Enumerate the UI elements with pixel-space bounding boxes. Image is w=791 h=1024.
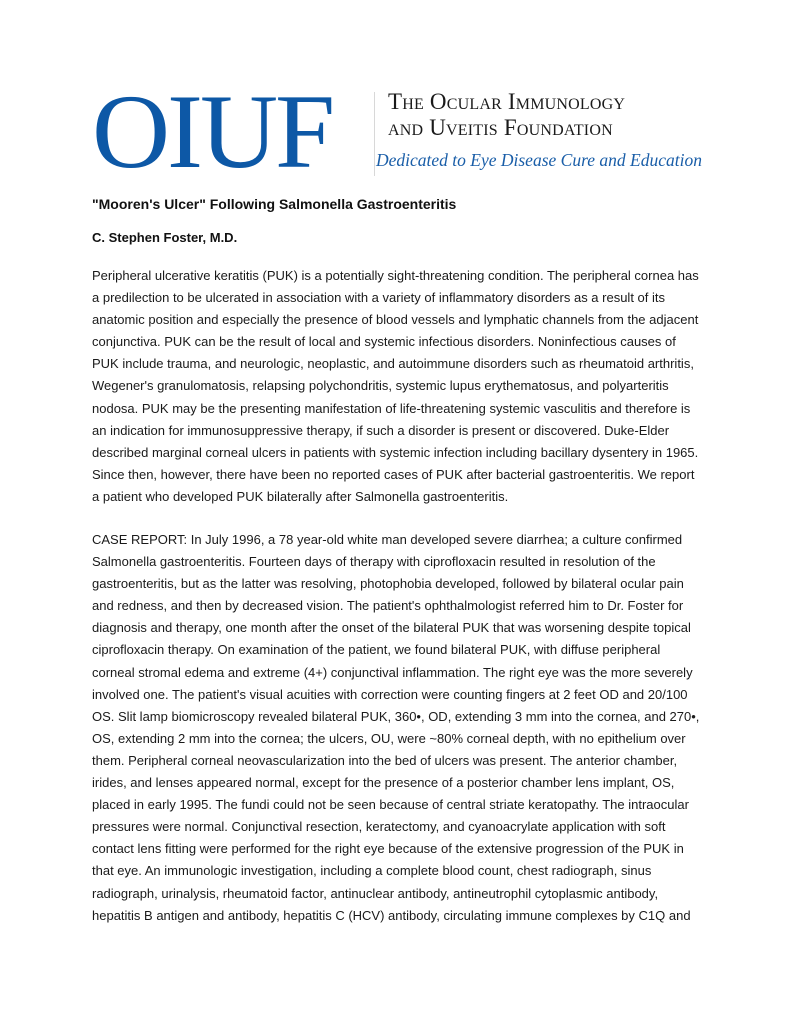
text-line: involved one. The patient's visual acuities with correction were counting fingers at 2 feet OD and 20/100 (92, 686, 688, 702)
text-line: ciprofloxacin therapy. On examination of the patient, we found bilateral PUK, with diffuse peripheral (92, 642, 661, 658)
text-line: a patient who developed PUK bilaterally after Salmonella gastroenteritis. (92, 488, 509, 504)
text-line: placed in early 1995. The fundi could not be seen because of central striate keratopathy. The intraocular (92, 797, 689, 813)
text-line: Peripheral ulcerative keratitis (PUK) is a potentially sight-threatening condition. The peripheral cornea has (92, 268, 699, 283)
text-line: hepatitis B antigen and antibody, hepatitis C (HCV) antibody, circulating immune complexes by C1Q and (92, 907, 691, 923)
text-line: contact lens fitting were performed for the right eye because of the extensive progression of the PUK in (92, 841, 684, 857)
document-author: C. Stephen Foster, M.D. (92, 230, 238, 245)
text-line: irides, and lenses appeared normal, except for the presence of a posterior chamber lens implant, OS, (92, 775, 675, 791)
org-name-line-1: The Ocular Immunology (388, 89, 626, 114)
text-line: CASE REPORT: In July 1996, a 78 year-old white man developed severe diarrhea; a culture confirmed (92, 532, 683, 547)
text-line: described marginal corneal ulcers in patients with systemic infection including bacillary dysentery in 1965. (92, 444, 699, 460)
text-line: Salmonella gastroenteritis. Fourteen days of therapy with ciprofloxacin resulted in resolution of the (92, 554, 656, 570)
text-line: a predilection to be ulcerated in association with a variety of inflammatory disorders as a result of its (92, 290, 665, 306)
text-line: PUK include trauma, and neurologic, neoplastic, and autoimmune disorders such as rheumatoid arthritis, (92, 356, 694, 372)
text-line: OS, extending 2 mm into the cornea; the ulcers, OU, were ~80% corneal depth, with no epithelium over (92, 730, 686, 746)
text-line: an indication for immunosuppressive therapy, if such a disorder is present or discovered. Duke-Elder (92, 422, 670, 438)
text-line: Wegener's granulomatosis, relapsing polychondritis, systemic lupus erythematosus, and polyarteritis (92, 378, 669, 394)
text-line: that eye. An immunologic investigation, including a complete blood count, chest radiograph, sinus (92, 863, 652, 879)
text-line: them. Peripheral corneal neovascularization into the bed of ulcers was present. The anterior chamber, (92, 752, 678, 768)
org-name-line-2: and Uveitis Foundation (388, 115, 613, 140)
text-line: nodosa. PUK may be the presenting manifestation of life-threatening systemic vasculitis and therefore is (92, 400, 691, 416)
text-line: Since then, however, there have been no reported cases of PUK after bacterial gastroenteritis. We report (92, 466, 695, 482)
logo-divider (374, 92, 375, 176)
text-line: and redness, and then by decreased vision. The patient's ophthalmologist referred him to Dr. Foster for (92, 598, 684, 614)
org-tagline: Dedicated to Eye Disease Cure and Education (376, 150, 702, 170)
logo-mark: OIUF (92, 73, 333, 190)
text-line: radiograph, urinalysis, rheumatoid factor, antinuclear antibody, antineutrophil cytoplasmic antibody, (92, 885, 659, 901)
text-line: anatomic position and especially the presence of blood vessels and lymphatic channels from the adjacent (92, 312, 699, 328)
document-title: "Mooren's Ulcer" Following Salmonella Gastroenteritis (92, 196, 457, 212)
text-line: pressures were normal. Conjunctival resection, keratectomy, and cyanoacrylate application with soft (92, 819, 666, 835)
oiuf-logo (92, 73, 704, 190)
text-line: diagnosis and therapy, one month after the onset of the bilateral PUK that was worsening despite topical (92, 620, 691, 636)
text-line: conjunctiva. PUK can be the result of local and systemic infectious disorders. Noninfectious causes of (92, 334, 676, 350)
text-line: gastroenteritis, but as the latter was resolving, photophobia developed, followed by bilateral ocular pain (92, 576, 684, 592)
case-report-paragraph (92, 529, 707, 927)
text-line: corneal stromal edema and extreme (4+) conjunctival inflammation. The right eye was the more severely (92, 664, 693, 680)
text-line: OS. Slit lamp biomicroscopy revealed bilateral PUK, 360•, OD, extending 3 mm into the cornea, and 270•, (92, 708, 700, 724)
intro-paragraph (92, 265, 707, 508)
